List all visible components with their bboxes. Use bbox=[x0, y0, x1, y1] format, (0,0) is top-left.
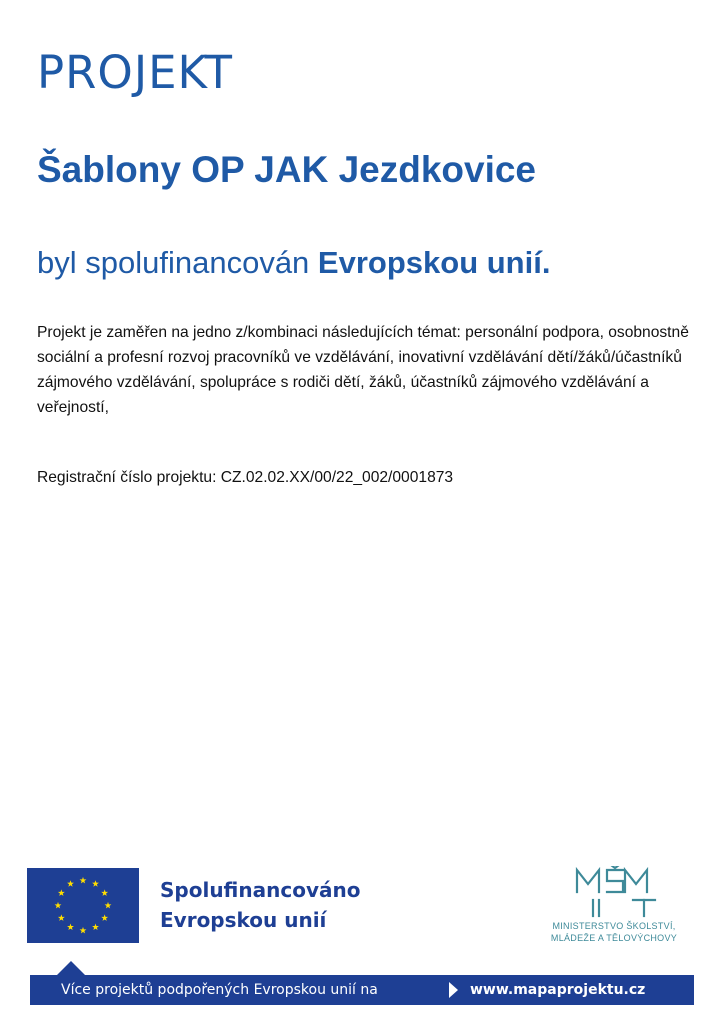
eu-cofinanced-logo-text bbox=[160, 875, 360, 935]
bottom-bar-text: Více projektů podpořených Evropskou unií na bbox=[61, 982, 378, 998]
eu-star-icon bbox=[67, 880, 74, 887]
project-description: Projekt je zaměřen na jedno z/kombinaci následujících témat: personální podpora, osobnostně sociální a profesní rozvoj pracovníků ve vzdělávání, inovativní vzdělávání dětí/žáků/účastníků zájmového vzdělávání, spolupráce s rodiči dětí, žáků, účastníků zájmového vzdělávání a veřejností, bbox=[37, 324, 689, 416]
arrow-right-icon bbox=[449, 982, 458, 998]
eu-star-icon bbox=[92, 924, 99, 931]
msmt-line1: MINISTERSTVO ŠKOLSTVÍ, bbox=[552, 921, 676, 931]
eu-star-icon bbox=[58, 914, 65, 921]
eu-star-icon bbox=[80, 877, 87, 884]
cofinanced-bold: Evropskou unií. bbox=[317, 245, 551, 280]
registration-number: Registrační číslo projektu: CZ.02.02.XX/00/22_002/0001873 bbox=[37, 469, 454, 486]
msmt-logo-icon bbox=[573, 866, 659, 918]
eu-star-icon bbox=[101, 914, 108, 921]
cofinanced-prefix: byl spolufinancován bbox=[37, 245, 310, 280]
eu-flag-icon bbox=[27, 868, 139, 943]
mapaprojektu-link[interactable]: www.mapaprojektu.cz bbox=[470, 982, 646, 998]
project-title: Šablony OP JAK Jezdkovice bbox=[37, 149, 537, 190]
project-kicker: PROJEKT bbox=[37, 46, 234, 99]
cofinanced-statement bbox=[37, 247, 550, 278]
eu-star-icon bbox=[80, 927, 87, 934]
bottom-bar-notch bbox=[57, 961, 85, 975]
eu-star-icon bbox=[101, 889, 108, 896]
msmt-logo-text bbox=[534, 920, 694, 944]
eu-star-icon bbox=[105, 902, 112, 909]
eu-logo-line1: Spolufinancováno bbox=[160, 878, 361, 902]
eu-logo-line2: Evropskou unií bbox=[160, 908, 327, 932]
eu-star-icon bbox=[55, 902, 62, 909]
eu-star-icon bbox=[58, 889, 65, 896]
eu-star-icon bbox=[92, 880, 99, 887]
msmt-line2: MLÁDEŽE A TĚLOVÝCHOVY bbox=[550, 933, 678, 943]
eu-star-icon bbox=[67, 924, 74, 931]
